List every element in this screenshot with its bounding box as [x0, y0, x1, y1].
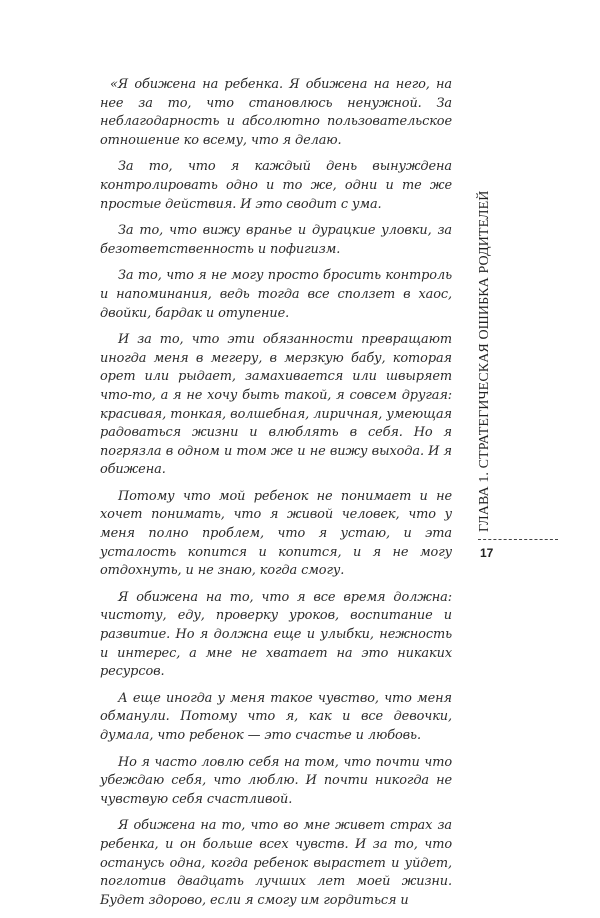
- page-number: 17: [480, 546, 494, 560]
- paragraph-6: Потому что мой ребенок не понимает и не хочет понимать, что я живой человек, что у меня полно проблем, что я устаю, и эта усталость копится и копится, и я не могу отдохнуть, и не знаю, когда смогу.: [100, 488, 452, 579]
- paragraph-4: За то, что я не могу просто бросить контроль и напоминания, ведь тогда все сползет в хаос, двойки, бардак и отупение.: [100, 268, 452, 321]
- paragraph-2: За то, что я каждый день вынуждена контролировать одно и то же, одни и те же простые действия. И это сводит с ума.: [100, 159, 452, 212]
- paragraph-9: Но я часто ловлю себя на том, что почти что убеждаю себя, что люблю. И почти никогда не чувствую себя счастливой.: [100, 754, 452, 807]
- paragraph-1: «Я обижена на ребенка. Я обижена на него, на нее за то, что становлюсь ненужной. За неблагодарность и абсолютно пользовательское отношение ко всему, что я делаю.: [100, 77, 452, 148]
- running-head-text: ГЛАВА 1. СТРАТЕГИЧЕСКАЯ ОШИБКА РОДИТЕЛЕЙ: [477, 190, 492, 532]
- paragraph-5: И за то, что эти обязанности превращают иногда меня в мегеру, в мерзкую бабу, которая орет или рыдает, замахивается или швыряет что-то, а я не хочу быть такой, я совсем другая: красивая, тонкая, волшебная, лиричная, умеющая радоваться жизни и влюблять в себя. Но я погрязла в одном и том же и не вижу выхода. И я обижена.: [100, 332, 452, 478]
- page-divider: [478, 539, 558, 540]
- paragraph-10: Я обижена на то, что во мне живет страх за ребенка, и он больше всех чувств. И за то, что останусь одна, когда ребенок вырастет и уйдет, поглотив двадцать лучших лет моей жизни. Будет здорово, если я смогу им гордиться и: [100, 818, 452, 908]
- paragraph-7: Я обижена на то, что я все время должна: чистоту, еду, проверку уроков, воспитание и развитие. Но я должна еще и улыбки, нежность и интерес, а мне не хватает на это никаких ресурсов.: [100, 589, 452, 680]
- running-head: [474, 190, 496, 532]
- body-text: [100, 76, 452, 918]
- paragraph-3: За то, что вижу вранье и дурацкие уловки, за безответственность и пофигизм.: [100, 223, 452, 257]
- paragraph-8: А еще иногда у меня такое чувство, что меня обманули. Потому что я, как и все девочки, думала, что ребенок — это счастье и любовь.: [100, 690, 452, 743]
